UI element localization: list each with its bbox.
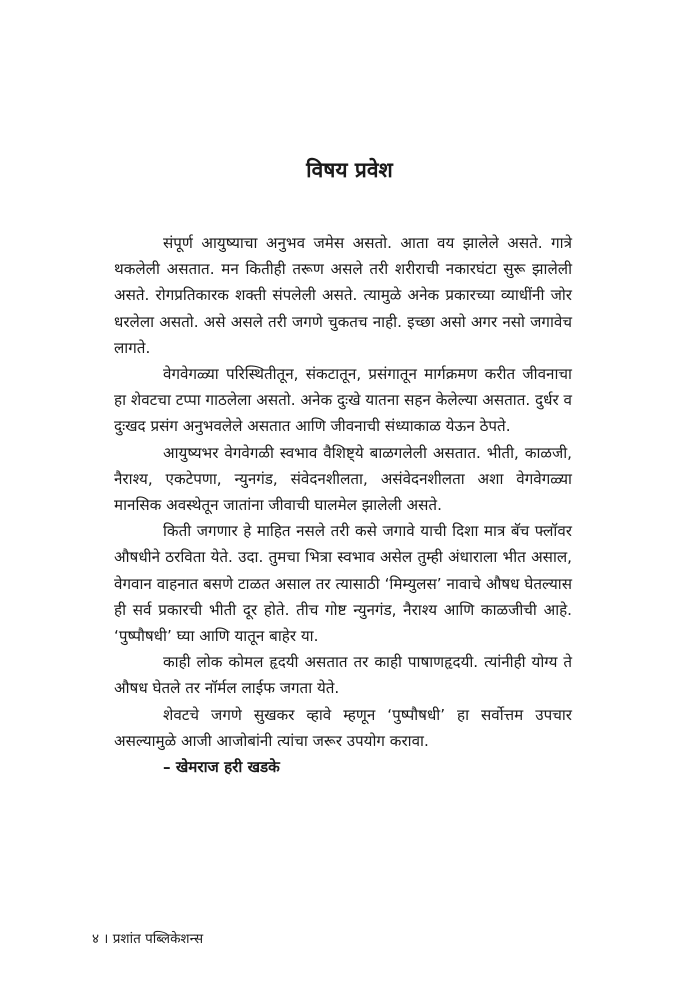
- paragraph: किती जगणार हे माहित नसले तरी कसे जगावे याची दिशा मात्र बॅच फ्लॉवर औषधीने ठरविता येते. उदा. तुमचा भित्रा स्वभाव असेल तुम्ही अंधाराला भीत असाल, वेगवान वाहनात बसणे टाळत असाल तर त्यासाठी ‘मिम्युलस’ नावाचे औषध घेतल्यास ही सर्व प्रकारची भीती दूर होते. तीच गोष्ट न्युनगंड, नैराश्य आणि काळजीची आहे. ‘पुष्पौषधी’ घ्या आणि यातून बाहेर या.: [114, 522, 572, 646]
- page-footer: ४ । प्रशांत पब्लिकेशन्स: [92, 931, 204, 947]
- paragraph: काही लोक कोमल हृदयी असतात तर काही पाषाणहृदयी. त्यांनीही योग्य ते औषध घेतले तर नॉर्मल लाईफ जगता येते.: [114, 653, 572, 698]
- body-text: [114, 230, 572, 780]
- page-title: विषय प्रवेश: [306, 158, 393, 182]
- paragraph: आयुष्यभर वेगवेगळी स्वभाव वैशिष्ट्ये बाळगलेली असतात. भीती, काळजी, नैराश्य, एकटेपणा, न्युनगंड, संवेदनशीलता, असंवेदनशीलता अशा वेगवेगळ्या मानसिक अवस्थेतून जातांना जीवाची घालमेल झालेली असते.: [114, 443, 572, 515]
- paragraph: शेवटचे जगणे सुखकर व्हावे म्हणून ‘पुष्पौषधी’ हा सर्वोत्तम उपचार असल्यामुळे आजी आजोबांनी त्यांचा जरूर उपयोग करावा.: [114, 705, 572, 750]
- author-signature: – खेमराज हरी खडके: [163, 758, 280, 777]
- paragraph: वेगवेगळ्या परिस्थितीतून, संकटातून, प्रसंगातून मार्गक्रमण करीत जीवनाचा हा शेवटचा टप्पा गाठलेला असतो. अनेक दुःखे यातना सहन केलेल्या असतात. दुर्धर व दुःखद प्रसंग अनुभवलेले असतात आणि जीवनाची संध्याकाळ येऊन ठेपते.: [114, 365, 572, 436]
- paragraph: संपूर्ण आयुष्याचा अनुभव जमेस असतो. आता वय झालेले असते. गात्रे थकलेली असतात. मन कितीही तरूण असले तरी शरीराची नकारघंटा सुरू झालेली असते. रोगप्रतिकारक शक्ती संपलेली असते. त्यामुळे अनेक प्रकारच्या व्याधींनी जोर धरलेला असतो. असे असले तरी जगणे चुकतच नाही. इच्छा असो अगर नसो जगावेच लागते.: [114, 234, 572, 357]
